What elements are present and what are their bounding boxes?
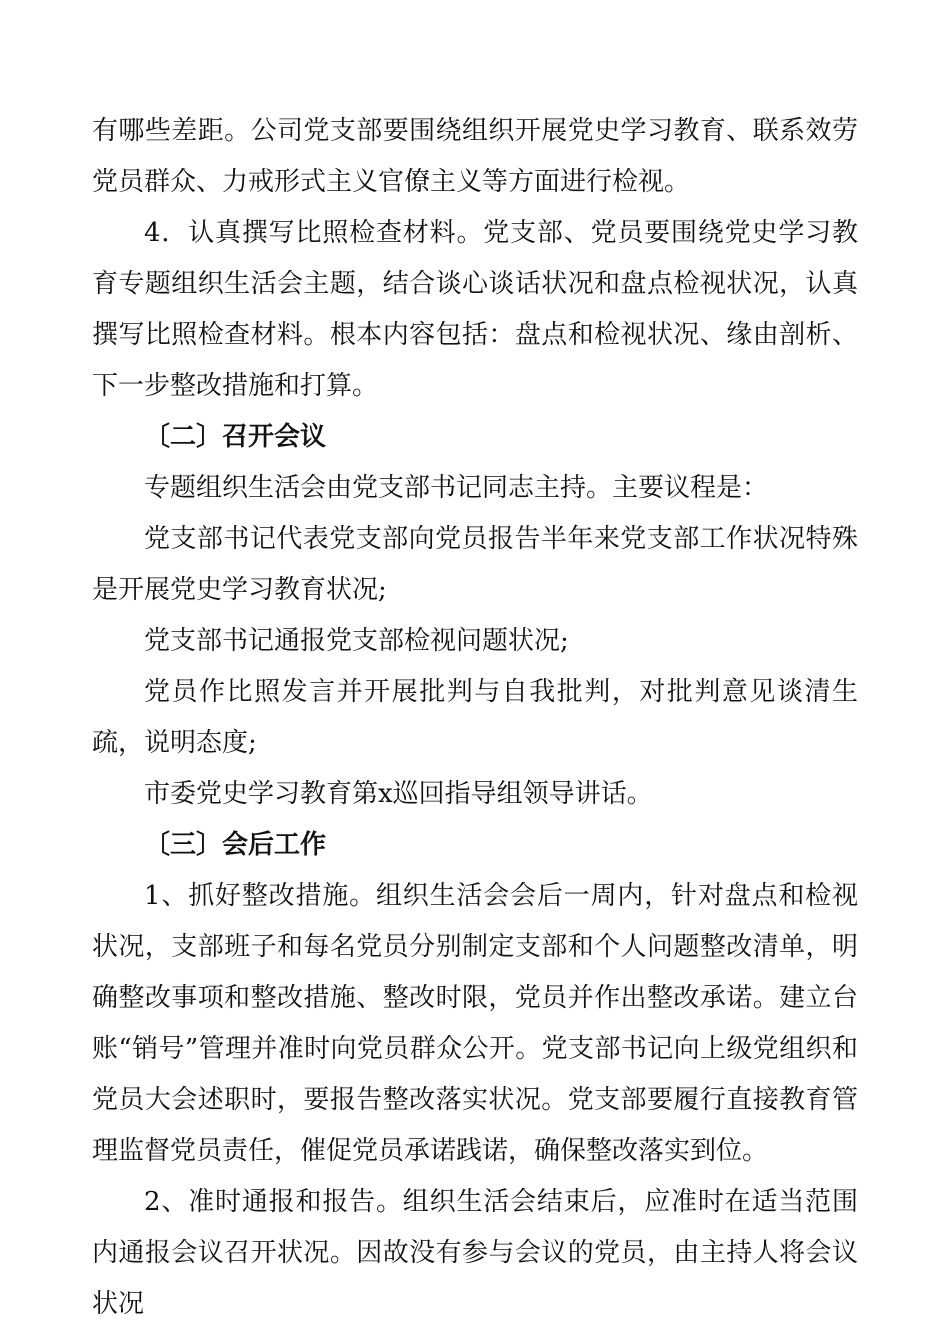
paragraph-agenda-item: 党支部书记代表党支部向党员报告半年来党支部工作状况特殊是开展党史学习教育状况; <box>92 524 858 605</box>
paragraph-agenda-intro: 专题组织生活会由党支部书记同志主持。主要议程是： <box>144 473 769 503</box>
paragraph-agenda-item: 市委党史学习教育第x巡回指导组领导讲话。 <box>144 779 653 809</box>
section-heading-post-meeting: 〔三〕会后工作 <box>144 830 327 860</box>
paragraph-agenda-item: 党员作比照发言并开展批判与自我批判，对批判意见谈清生疏，说明态度; <box>92 677 858 758</box>
paragraph-reporting: 2、准时通报和报告。组织生活会结束后，应准时在适当范围内通报会议召开状况。因故没有参与会议的党员，由主持人将会议状况 <box>92 1187 858 1319</box>
paragraph-rectification: 1、抓好整改措施。组织生活会会后一周内，针对盘点和检视状况，支部班子和每名党员分别制定支部和个人问题整改清单，明确整改事项和整改措施、整改时限，党员并作出整改承诺。建立台账“销号”管理并准时向党员群众公开。党支部书记向上级党组织和党员大会述职时，要报告整改落实状况。党支部要履行直接教育管理监督党员责任，催促党员承诺践诺，确保整改落实到位。 <box>92 881 858 1166</box>
paragraph-item-4: 4．认真撰写比照检查材料。党支部、党员要围绕党史学习教育专题组织生活会主题，结合谈心谈话状况和盘点检视状况，认真撰写比照检查材料。根本内容包括：盘点和检视状况、缘由剖析、下一步整改措施和打算。 <box>92 218 858 401</box>
paragraph-agenda-item: 党支部书记通报党支部检视问题状况; <box>144 626 569 656</box>
paragraph-continuation: 有哪些差距。公司党支部要围绕组织开展党史学习教育、联系效劳党员群众、力戒形式主义官僚主义等方面进行检视。 <box>92 116 858 197</box>
document-body <box>92 106 858 1330</box>
section-heading-convene-meeting: 〔二〕召开会议 <box>144 422 327 452</box>
